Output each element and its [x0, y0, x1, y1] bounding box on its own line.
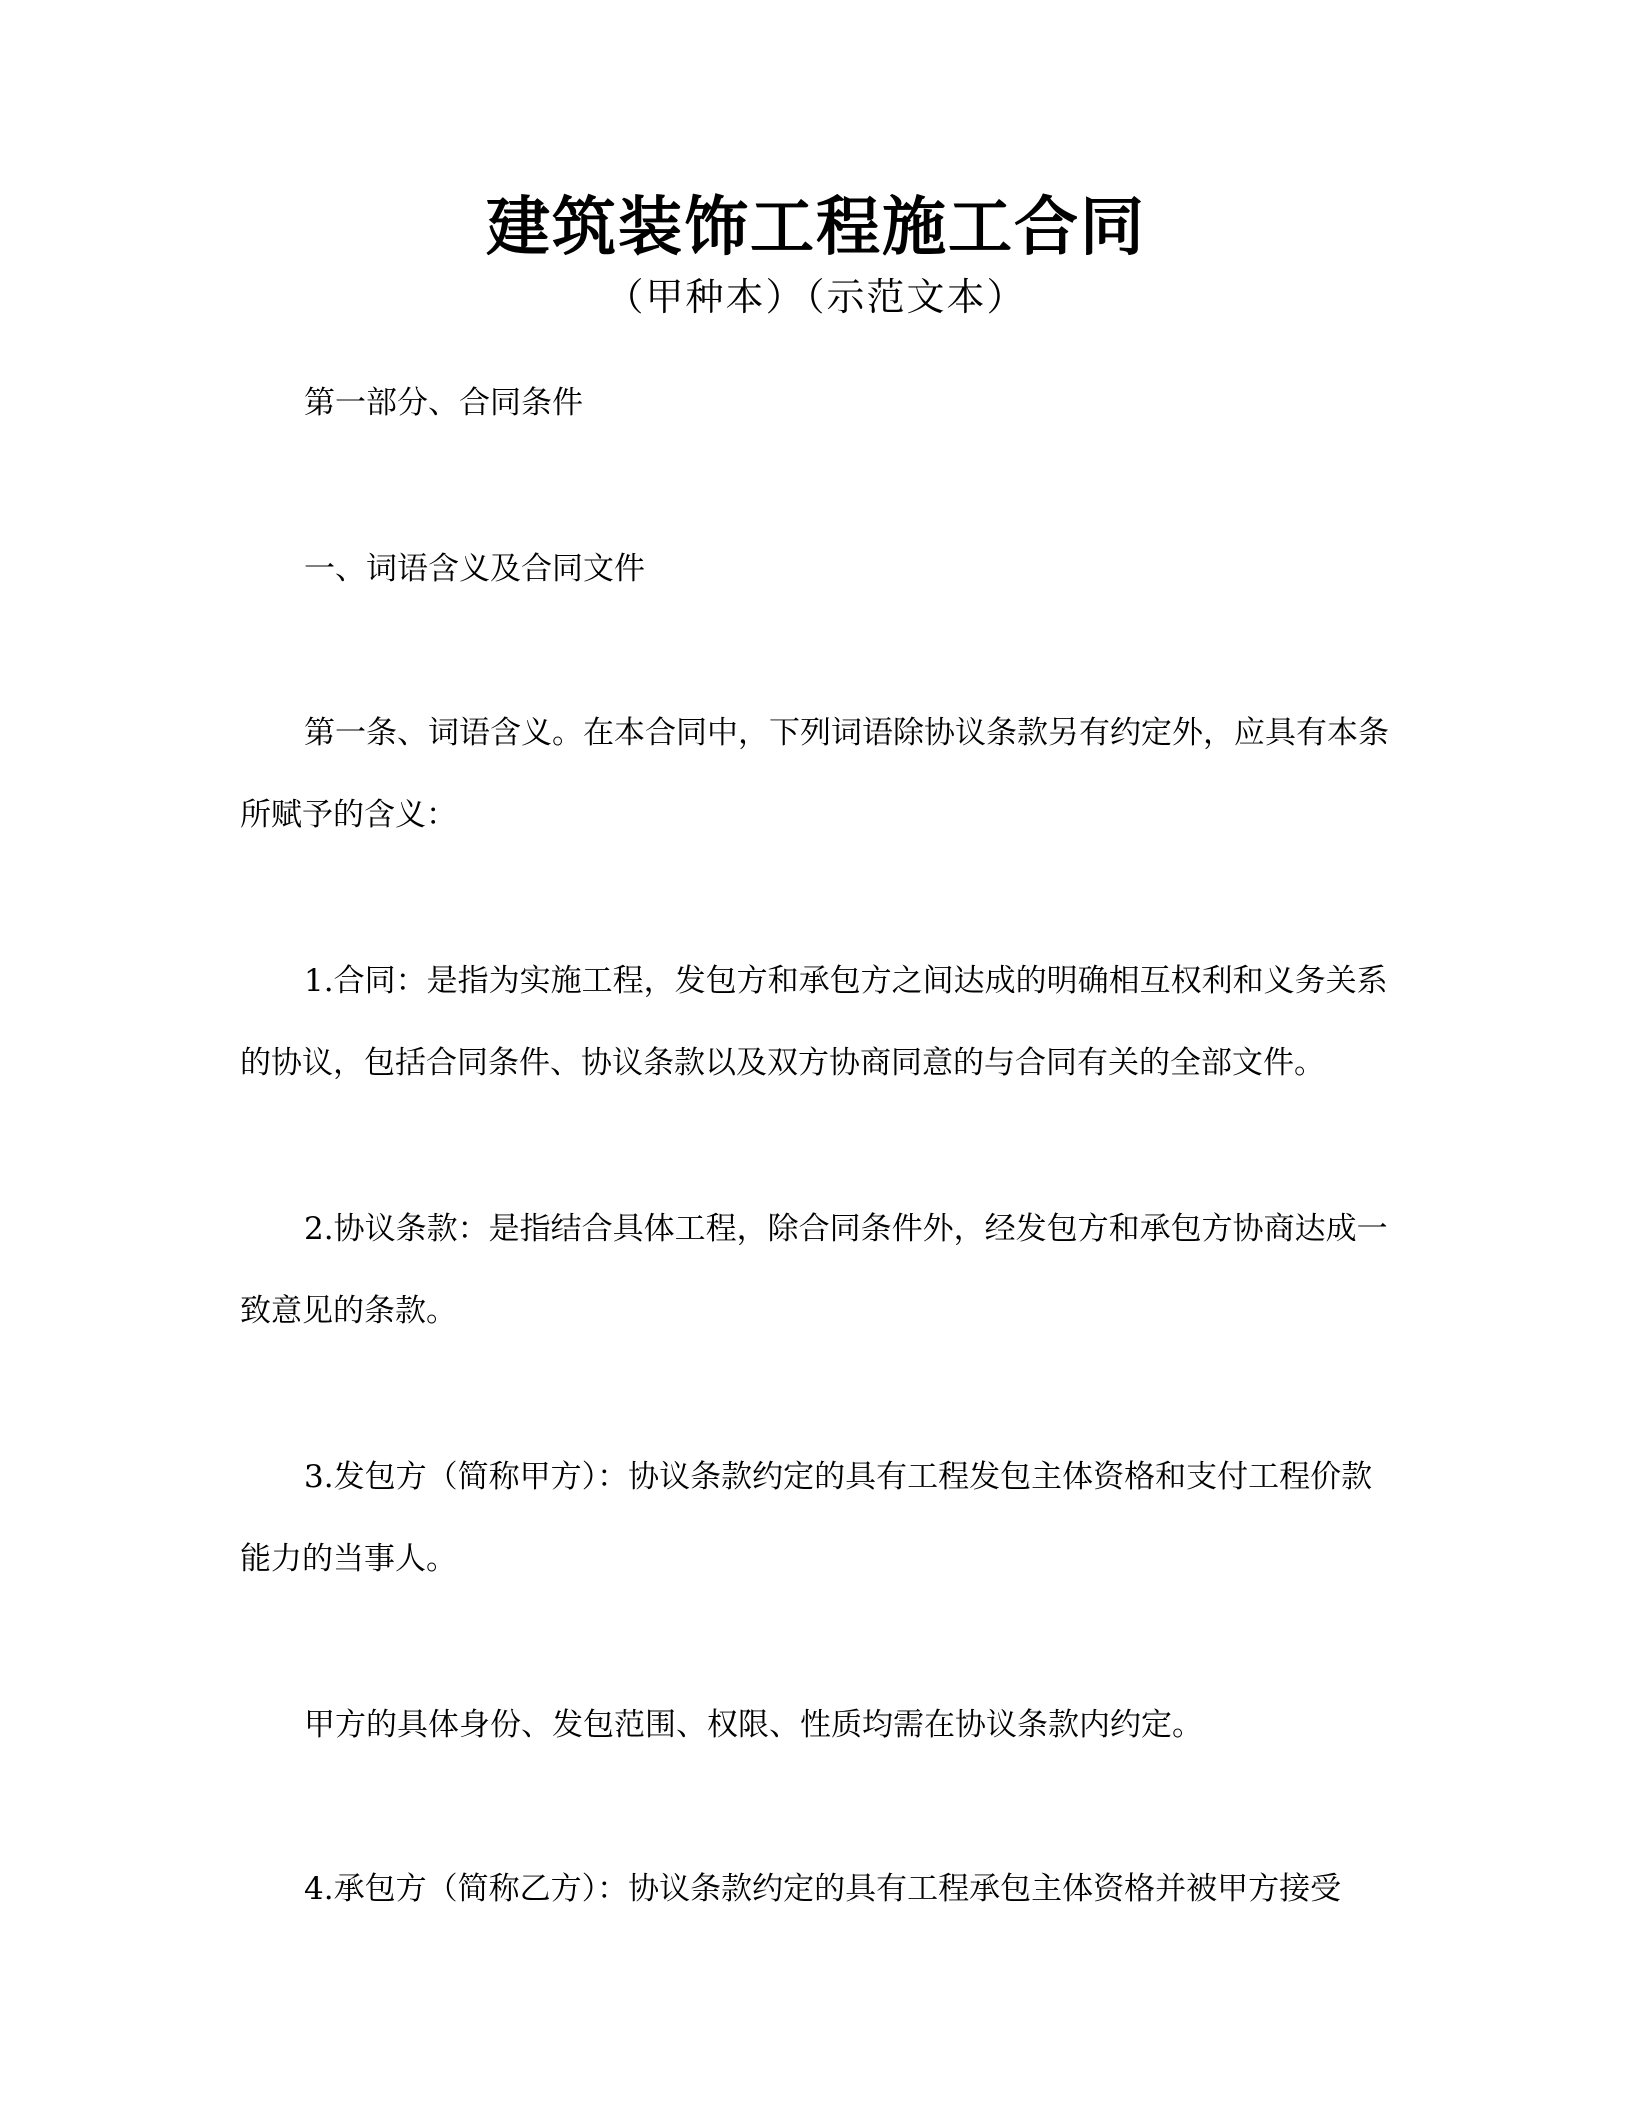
paragraph-item-4: 4.承包方（简称乙方）：协议条款约定的具有工程承包主体资格并被甲方接受: [304, 1871, 1342, 1907]
paragraph-article-1: 第一条、词语含义。在本合同中，下列词语除协议条款另有约定外，应具有本条所赋予的含义：: [240, 715, 1389, 833]
paragraph-item-2: 2.协议条款：是指结合具体工程，除合同条件外，经发包方和承包方协商达成一致意见的条款。: [240, 1211, 1388, 1329]
document-title: 建筑装饰工程施工合同: [486, 191, 1146, 265]
paragraph-item-1: 1.合同：是指为实施工程，发包方和承包方之间达成的明确相互权利和义务关系的协议，包括合同条件、协议条款以及双方协商同意的与合同有关的全部文件。: [240, 963, 1388, 1081]
section-heading: 一、词语含义及合同文件: [304, 551, 645, 587]
paragraph-party-a-note: 甲方的具体身份、发包范围、权限、性质均需在协议条款内约定。: [304, 1707, 1203, 1743]
part-heading: 第一部分、合同条件: [304, 385, 583, 421]
document-subtitle: （甲种本）（示范文本）: [605, 275, 1027, 319]
paragraph-item-3: 3.发包方（简称甲方）：协议条款约定的具有工程发包主体资格和支付工程价款能力的当事人。: [240, 1459, 1373, 1577]
